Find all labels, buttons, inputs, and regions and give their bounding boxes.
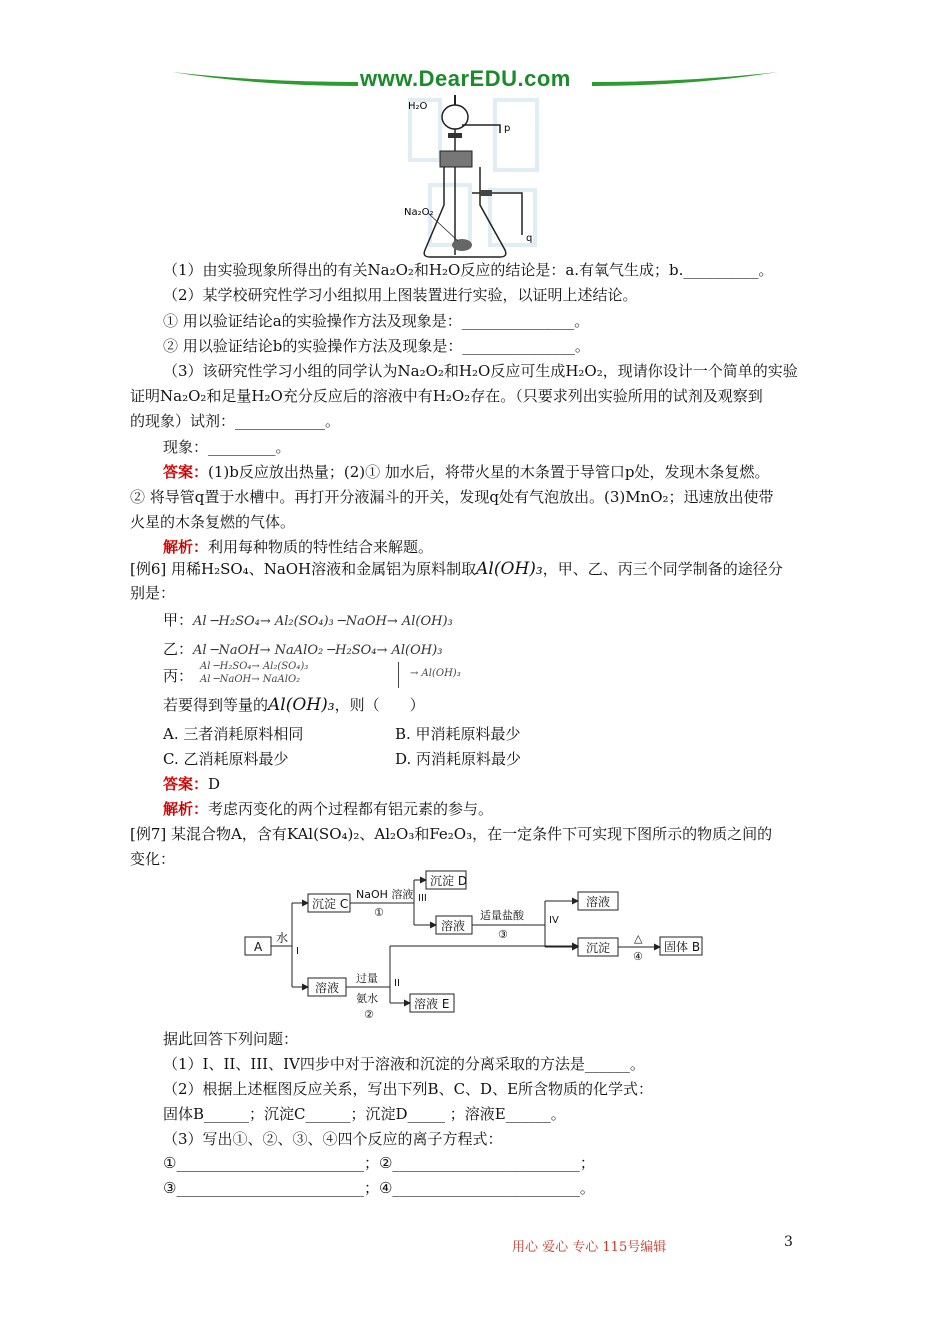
example6-question-pre: 若要得到等量的 xyxy=(163,696,269,714)
analysis-line xyxy=(163,536,433,558)
apparatus-diagram xyxy=(400,95,550,260)
example6-analysis xyxy=(163,798,493,820)
example7-p3: （2）根据上述框图反应关系，写出下列B、C、D、E所含物质的化学式： xyxy=(163,1080,654,1098)
route-bing-label: 丙： xyxy=(163,667,194,685)
example7-p2: （1）I、II、III、IV四步中对于溶液和沉淀的分离采取的方法是______。 xyxy=(163,1055,645,1073)
flow-step-iii: III xyxy=(418,893,427,904)
analysis-text: 利用每种物质的特性结合来解题。 xyxy=(208,538,434,556)
flow-circle-1: ① xyxy=(374,906,384,919)
option-d: D. 丙消耗原料最少 xyxy=(395,750,522,768)
example6-intro: [例6] 用稀H₂SO₄、NaOH溶液和金属铝为原料制取 xyxy=(130,560,477,578)
question-2: （2）某学校研究性学习小组拟用上图装置进行实验，以证明上述结论。 xyxy=(163,286,638,304)
route-bing-product: → Al(OH)₃ xyxy=(410,668,461,679)
label-h2o: H₂O xyxy=(408,101,428,112)
flow-step-iv: IV xyxy=(549,915,559,926)
example6-analysis-text: 考虑丙变化的两个过程都有铝元素的参与。 xyxy=(208,800,494,818)
flow-box-precip: 沉淀 xyxy=(586,941,611,955)
route-bing-equations xyxy=(200,660,308,686)
answer-label: 答案： xyxy=(163,463,209,481)
example6-intro-tail: ，甲、乙、丙三个同学制备的途径分 xyxy=(542,560,783,578)
flow-circle-3: ③ xyxy=(498,928,508,941)
flow-box-solution-3: 溶液 xyxy=(315,981,340,995)
page-number: 3 xyxy=(784,1234,793,1250)
route-jia-equation: Al ─H₂SO₄→ Al₂(SO₄)₃ ─NaOH→ Al(OH)₃ xyxy=(193,614,453,629)
example7-line1: [例7] 某混合物A，含有KAl(SO₄)₂、Al₂O₃和Fe₂O₃，在一定条件下可实现下图所示的物质之间的 xyxy=(130,825,773,843)
flow-step-ii: II xyxy=(394,978,400,989)
route-bing-brace xyxy=(398,662,403,688)
route-bing-2: Al ─NaOH→ NaAlO₂ xyxy=(200,674,301,685)
answer-line2: ② 将导管q置于水槽中。再打开分液漏斗的开关，发现q处有气泡放出。(3)MnO₂；迅速放出使带 xyxy=(130,488,774,506)
answer-text-1: (1)b反应放出热量；(2)① 加水后，将带火星的木条置于导管口p处，发现木条复燃。 xyxy=(208,463,770,481)
example7-p1: 据此回答下列问题： xyxy=(163,1030,299,1048)
example6-question xyxy=(163,694,425,716)
flow-box-solution-1: 溶液 xyxy=(441,919,466,933)
flow-label-water: 水 xyxy=(276,931,289,945)
example7-p6: ①_________________________；②_________________________； xyxy=(163,1154,595,1172)
label-na2o2: Na₂O₂ xyxy=(404,207,434,218)
watermark-decoration xyxy=(410,100,537,245)
option-b: B. 甲消耗原料最少 xyxy=(395,725,521,743)
flow-box-solution-e: 溶液 E xyxy=(414,997,450,1011)
option-c: C. 乙消耗原料最少 xyxy=(163,750,289,768)
example6-formula: Al(OH)₃ xyxy=(476,559,543,579)
footer-text: 用心 爱心 专心 115号编辑 xyxy=(512,1240,667,1255)
question-3-line4: 现象：_________。 xyxy=(163,438,291,456)
route-bing-1: Al ─H₂SO₄→ Al₂(SO₄)₃ xyxy=(200,661,309,672)
route-yi-label: 乙： xyxy=(163,640,194,658)
flow-circle-2: ② xyxy=(364,1008,374,1021)
example7-p4: 固体B______；沉淀C______；沉淀D_____ ；溶液E______。 xyxy=(163,1105,566,1123)
example6-analysis-label: 解析： xyxy=(163,800,209,818)
flow-box-a: A xyxy=(254,940,263,954)
flow-box-solid-b: 固体 B xyxy=(664,940,701,954)
flow-diagram xyxy=(240,866,710,1022)
analysis-label: 解析： xyxy=(163,538,209,556)
question-3-line2: 证明Na₂O₂和足量H₂O充分反应后的溶液中有H₂O₂存在。（只要求列出实验所用的试剂及观察到 xyxy=(130,387,763,405)
flow-box-precip-c: 沉淀 C xyxy=(312,897,349,911)
example6-line1 xyxy=(130,558,783,580)
example7-p7: ③_________________________；④_________________________。 xyxy=(163,1179,595,1197)
flow-label-naoh: NaOH 溶液 xyxy=(356,888,414,901)
flow-label-hcl: 适量盐酸 xyxy=(480,909,524,922)
question-3-line3: 的现象）试剂：____________。 xyxy=(130,412,341,430)
flow-step-i: I xyxy=(296,946,299,957)
label-q: q xyxy=(526,233,533,244)
flow-box-precip-d: 沉淀 D xyxy=(430,874,468,888)
example6-question-post: ，则（ ） xyxy=(334,696,425,714)
route-jia xyxy=(163,609,453,633)
example6-answer xyxy=(163,773,220,795)
route-jia-label: 甲： xyxy=(163,611,194,629)
option-a: A. 三者消耗原料相同 xyxy=(163,725,304,743)
site-logo-text: www.DearEDU.com xyxy=(360,66,571,91)
answer-line3: 火星的木条复燃的气体。 xyxy=(130,513,296,531)
question-3-line1: （3）该研究性学习小组的同学认为Na₂O₂和H₂O反应可生成H₂O₂，现请你设计一个简单的实验 xyxy=(163,362,798,380)
flow-label-delta: △ xyxy=(634,932,643,945)
question-1: （1）由实验现象所得出的有关Na₂O₂和H₂O反应的结论是：a.有氧气生成；b.__________。 xyxy=(163,261,774,279)
flow-circle-4: ④ xyxy=(633,950,643,963)
example6-question-formula: Al(OH)₃ xyxy=(268,695,335,715)
route-yi xyxy=(163,638,442,662)
header-banner xyxy=(170,60,780,100)
example7-line2: 变化： xyxy=(130,850,176,868)
route-yi-equation: Al ─NaOH→ NaAlO₂ ─H₂SO₄→ Al(OH)₃ xyxy=(193,643,443,658)
example6-answer-value: D xyxy=(208,775,221,793)
route-bing xyxy=(163,665,193,687)
flow-label-ammonia: 氨水 xyxy=(356,992,378,1005)
flow-box-solution-2: 溶液 xyxy=(586,895,611,909)
question-2b: ② 用以验证结论b的实验操作方法及现象是：_______________。 xyxy=(163,337,590,355)
example6-line2: 别是： xyxy=(130,584,176,602)
label-p: p xyxy=(504,123,511,134)
example7-p5: （3）写出①、②、③、④四个反应的离子方程式： xyxy=(163,1130,503,1148)
example6-answer-label: 答案： xyxy=(163,775,209,793)
answer-line1 xyxy=(163,461,770,483)
question-2a: ① 用以验证结论a的实验操作方法及现象是：_______________。 xyxy=(163,312,590,330)
flow-label-excess: 过量 xyxy=(356,972,378,985)
